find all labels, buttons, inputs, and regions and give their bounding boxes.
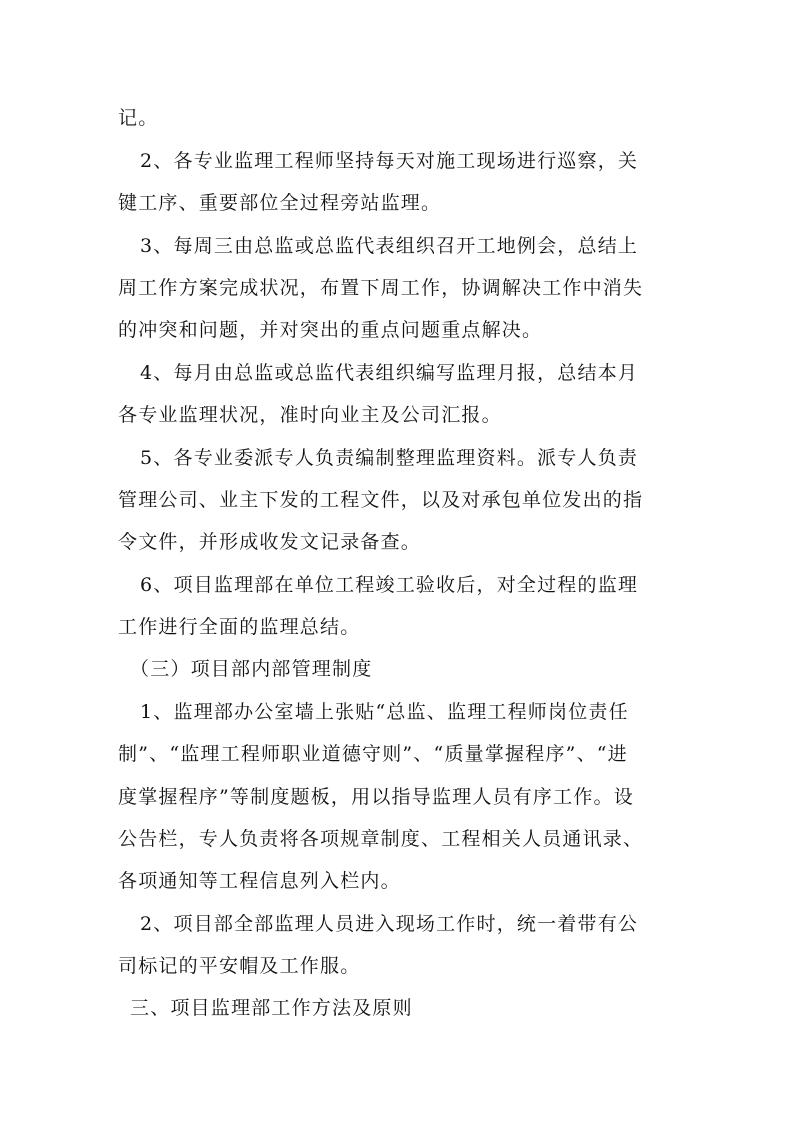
text-line: 周工作方案完成状况，布置下周工作，协调解决工作中消失 [118,277,644,299]
text-line: 的冲突和问题，并对突出的重点问题重点解决。 [118,319,543,341]
text-line: 2、项目部全部监理人员进入现场工作时，统一着带有公 [140,913,639,935]
text-line: 3、每周三由总监或总监代表组织召开工地例会，总结上 [140,235,639,257]
text-line: 制”、“监理工程师职业道德守则”、“质量掌握程序”、“进 [118,743,628,765]
text-line: 各项通知等工程信息列入栏内。 [118,870,401,892]
text-line: 度掌握程序”等制度题板，用以指导监理人员有序工作。设 [118,786,634,808]
text-line: 4、每月由总监或总监代表组织编写监理月报，总结本月 [140,362,639,384]
section-heading: 三、项目监理部工作方法及原则 [130,997,413,1019]
text-line: 工作进行全面的监理总结。 [118,616,361,638]
text-line: 键工序、重要部位全过程旁站监理。 [118,192,442,214]
text-line: 6、项目监理部在单位工程竣工验收后，对全过程的监理 [140,574,639,596]
text-line: 令文件，并形成收发文记录备查。 [118,531,422,553]
text-line: 记。 [118,107,159,129]
text-line: 司标记的平安帽及工作服。 [118,955,361,977]
text-line: 2、各专业监理工程师坚持每天对施工现场进行巡察，关 [140,150,639,172]
text-line: 公告栏，专人负责将各项规章制度、工程相关人员通讯录、 [118,828,644,850]
text-line: 5、各专业委派专人负责编制整理监理资料。派专人负责 [140,447,639,469]
text-line: 管理公司、业主下发的工程文件，以及对承包单位发出的指 [118,489,644,511]
section-heading: （三）项目部内部管理制度 [130,658,373,680]
text-line: 1、监理部办公室墙上张贴“总监、监理工程师岗位责任 [140,701,629,723]
text-line: 各专业监理状况，准时向业主及公司汇报。 [118,404,502,426]
